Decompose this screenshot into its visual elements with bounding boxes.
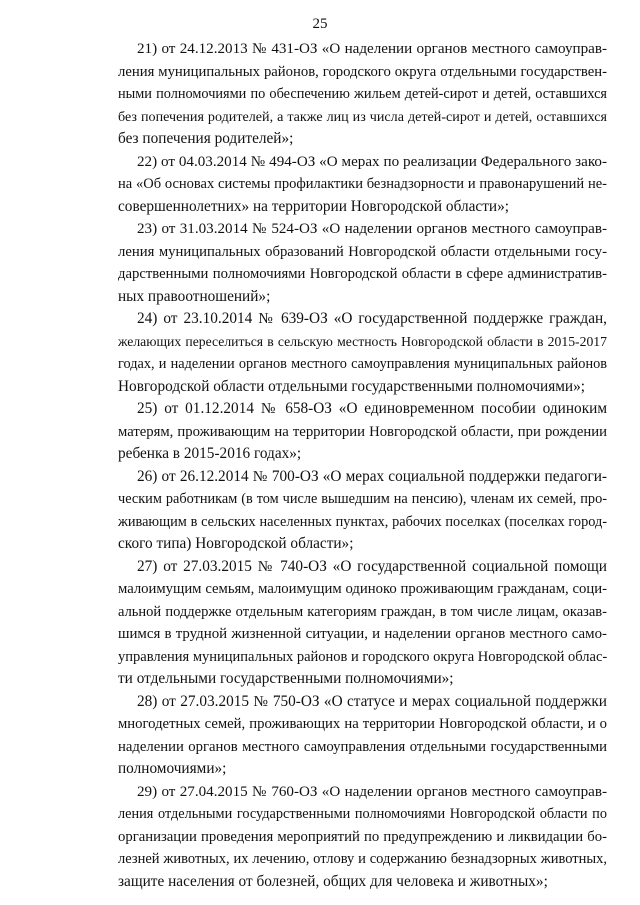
text-line: альной поддержке отдельным категориям граждан, в том числе лицам, оказав- — [118, 604, 607, 620]
text-line: без попечения родителей, а также лиц из числа детей-сирот и детей, оставшихся — [118, 109, 607, 125]
page-number: 25 — [312, 16, 328, 32]
text-line: организации проведения мероприятий по предупреждению и ликвидации бо- — [118, 829, 607, 845]
text-line: ского типа) Новгородской области»; — [118, 535, 354, 552]
text-line: наделении органов местного самоуправления отдельными государственными — [118, 739, 607, 755]
text-line: годах, и наделении органов местного самоуправления муниципальных районов — [118, 356, 607, 372]
text-line: ными полномочиями по обеспечению жильем детей-сирот и детей, оставшихся — [118, 86, 607, 102]
text-line: управления муниципальных районов и городского округа Новгородской облас- — [118, 649, 608, 665]
text-line: 22) от 04.03.2014 № 494-ОЗ «О мерах по реализации Федерального зако- — [137, 154, 607, 170]
text-line: полномочиями»; — [118, 760, 227, 777]
text-line: 28) от 27.03.2015 № 750-ОЗ «О статусе и мерах социальной поддержки — [137, 693, 607, 710]
text-line: дарственными полномочиями Новгородской области в сфере административ- — [118, 266, 607, 282]
text-line: многодетных семей, проживающих на территории Новгородской области, и о — [118, 716, 607, 732]
text-line: лезней животных, их лечению, отлову и содержанию безнадзорных животных, — [118, 851, 607, 867]
text-line: защите населения от болезней, общих для человека и животных»; — [118, 873, 548, 890]
text-line: Новгородской области отдельными государственными полномочиями»; — [118, 378, 586, 395]
text-line: малоимущим семьям, малоимущим одиноко проживающим гражданам, соци- — [118, 581, 607, 597]
text-line: совершеннолетних» на территории Новгородской области»; — [118, 198, 509, 215]
text-line: 27) от 27.03.2015 № 740-ОЗ «О государственной социальной помощи — [137, 558, 607, 575]
text-line: ребенка в 2015-2016 годах»; — [118, 445, 302, 462]
text-line: ческим работникам (в том числе вышедшим на пенсию), членам их семей, про- — [118, 491, 607, 507]
text-line: шимся в трудной жизненной ситуации, и наделении органов местного само- — [118, 626, 607, 642]
text-line: на «Об основах системы профилактики безнадзорности и правонарушений не- — [118, 176, 607, 192]
text-line: ления отдельными государственными полномочиями Новгородской области по — [118, 806, 607, 822]
text-line: желающих переселиться в сельскую местность Новгородской области в 2015-2017 — [118, 334, 607, 349]
text-line: 23) от 31.03.2014 № 524-ОЗ «О наделении органов местного самоуправ- — [137, 221, 607, 237]
text-line: живающим в сельских населенных пунктах, рабочих поселках (поселках город- — [118, 514, 607, 530]
text-line: ления муниципальных образований Новгородской области отдельными госу- — [118, 244, 607, 260]
text-line: ных правоотношений»; — [118, 288, 271, 305]
text-line: 29) от 27.04.2015 № 760-ОЗ «О наделении органов местного самоуправ- — [137, 784, 607, 800]
text-line: 21) от 24.12.2013 № 431-ОЗ «О наделении органов местного самоуправ- — [137, 41, 607, 57]
text-line: матерям, проживающим на территории Новгородской области, при рождении — [118, 424, 607, 440]
text-line: ти отдельными государственными полномочиями»; — [118, 670, 454, 687]
text-line: 25) от 01.12.2014 № 658-ОЗ «О единовременном пособии одиноким — [137, 400, 607, 417]
text-line: ления муниципальных районов, городского округа отдельными государствен- — [118, 64, 607, 80]
text-line: 24) от 23.10.2014 № 639-ОЗ «О государственной поддержке граждан, — [137, 310, 607, 327]
text-line: 26) от 26.12.2014 № 700-ОЗ «О мерах социальной поддержки педагоги- — [137, 468, 607, 485]
text-line: без попечения родителей»; — [118, 130, 294, 147]
